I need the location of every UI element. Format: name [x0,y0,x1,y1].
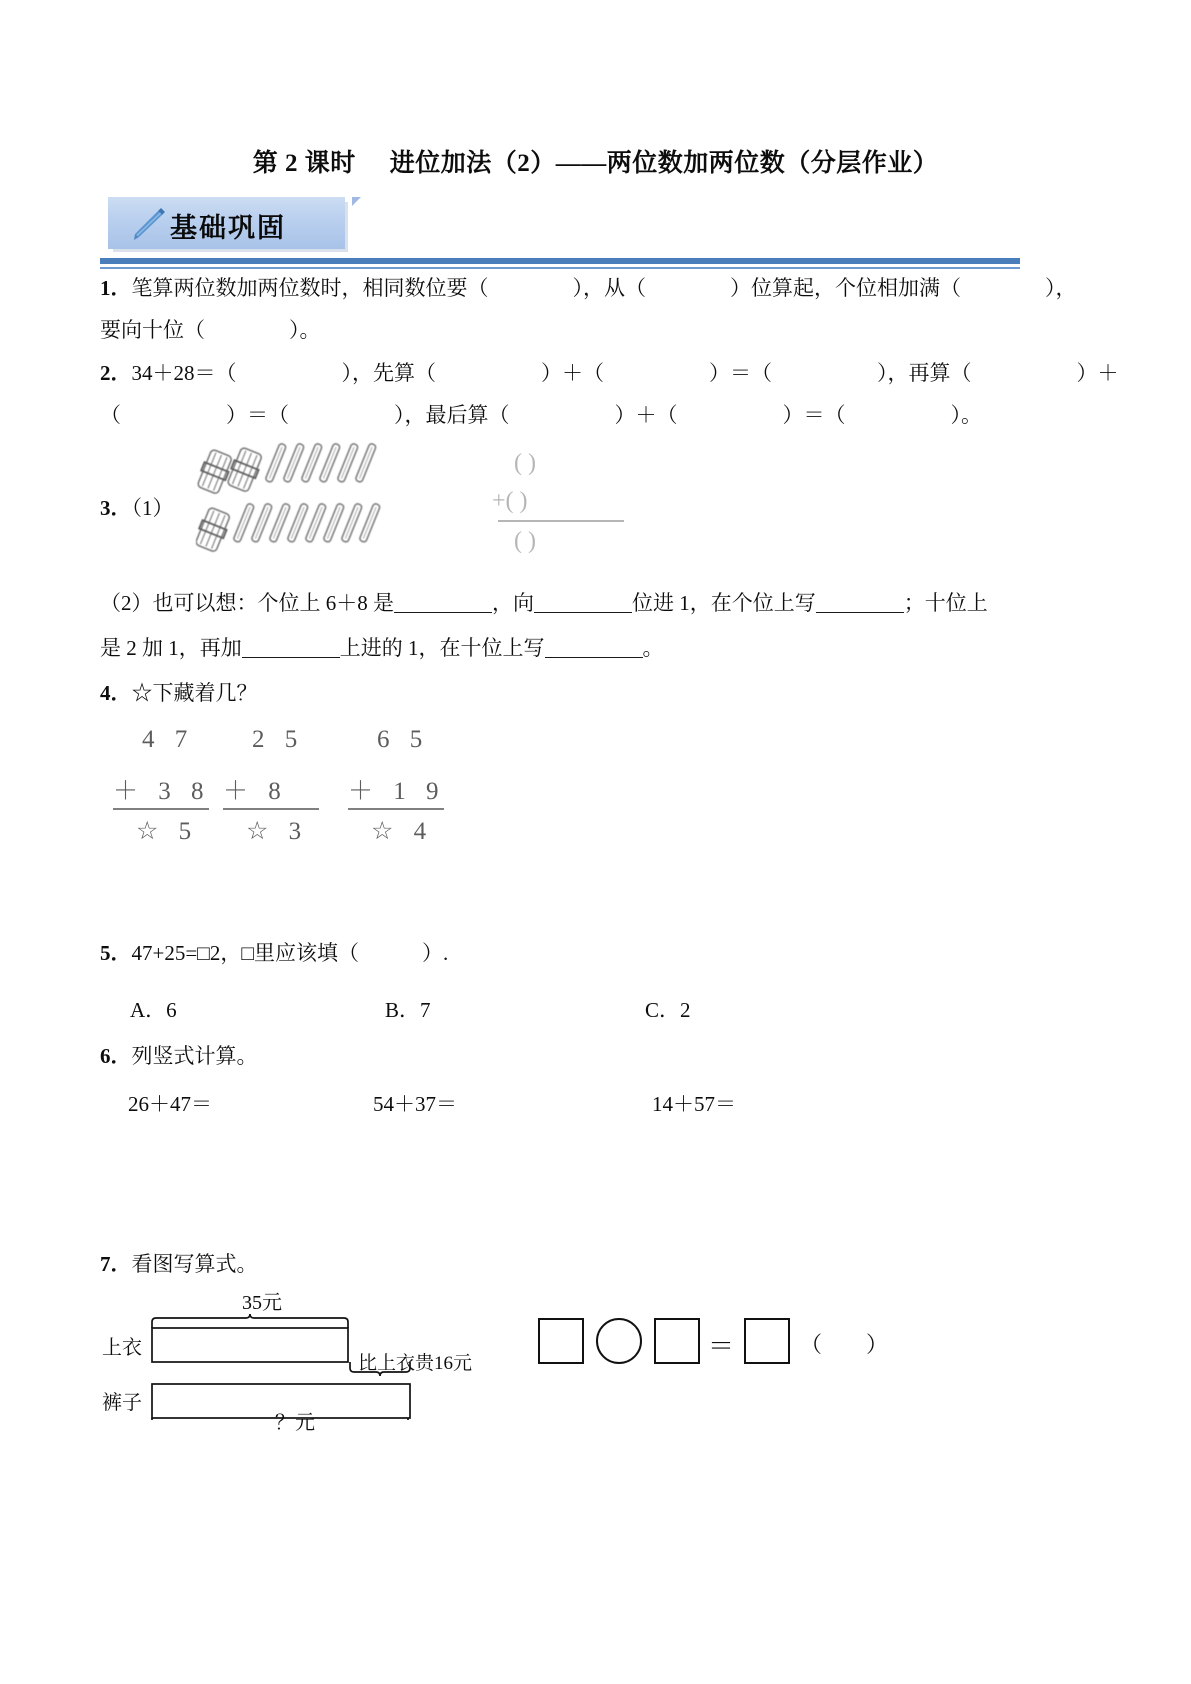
question-5-option-a[interactable]: A．6 [130,998,177,1022]
question-7-text: 看图写算式。 [131,1252,258,1276]
section-banner [108,197,353,249]
vform-row-1: ( ) [514,450,536,476]
question-3-label [100,498,174,519]
diagram-bottom-value: ？元 [275,1412,315,1434]
question-2-line-1 [100,363,1119,384]
q4-col2-rule [223,808,319,810]
diagram-top-value: 35元 [242,1292,282,1314]
q3-blank-1[interactable] [394,592,492,613]
question-1-text-1: 笔算两位数加两位数时，相同数位要（ ），从（ ）位算起，个位相加满（ ）， [131,276,1077,300]
question-5-option-c[interactable]: C．2 [645,998,691,1022]
answer-box-1[interactable] [538,1318,584,1364]
question-5-number: 5． [100,941,132,965]
q4-col3-result[interactable]: ☆ 4 [371,818,434,845]
q3-p2-l2c: 。 [642,636,664,660]
section-divider-thick [100,258,1020,264]
question-4-prompt [100,683,258,704]
q4-col1-addend1: 4 7 [142,726,195,753]
question-3-vertical-form [492,444,624,562]
question-3-part2-line-2 [100,637,664,659]
question-6-item-1: 26＋47＝ [128,1092,212,1116]
answer-equals-sign: ＝ [708,1332,735,1361]
question-4-text: ☆下藏着几？ [131,681,258,705]
answer-unit-paren[interactable]: （ ） [800,1332,889,1357]
question-2-text-1: 34＋28＝（ ），先算（ ）＋（ ）＝（ ），再算（ ）＋ [131,361,1119,385]
question-6-number: 6． [100,1044,132,1068]
q4-col2-addend1: 2 5 [252,726,305,753]
answer-box-3[interactable] [744,1318,790,1364]
lesson-number: 第 2 课时 [252,150,356,177]
pencil-icon [128,207,168,241]
q3-p2-b: ，向 [492,591,534,615]
question-3-part2-line-1 [100,592,988,614]
question-7-prompt [100,1254,258,1275]
question-4-number: 4． [100,681,132,705]
question-1-line-1 [100,278,1077,299]
question-5-option-b[interactable]: B．7 [385,998,431,1022]
diagram-row2-label: 裤子 [102,1392,142,1414]
diagram-row1-label: 上衣 [102,1337,142,1359]
answer-box-2[interactable] [654,1318,700,1364]
vform-rule [498,520,624,522]
question-2-line-2: （ ）＝（ ），最后算（ ）＋（ ）＝（ ）。 [100,403,982,427]
q4-col3-addend2: ＋ 1 9 [348,778,446,805]
page-title [0,143,1191,179]
vform-row-3: ( ) [514,528,536,554]
question-7-bar-diagram [100,1288,920,1434]
question-3-part1-label: （1） [131,496,174,520]
question-6-prompt [100,1046,258,1067]
question-1-number: 1． [100,276,132,300]
question-6-item-3: 14＋57＝ [652,1092,736,1116]
question-1-line-2: 要向十位（ ）。 [100,318,321,342]
q3-blank-4[interactable] [242,637,340,658]
q3-blank-2[interactable] [534,592,632,613]
question-6-text: 列竖式计算。 [131,1044,258,1068]
diagram-compare-label: 比上衣贵16元 [358,1353,473,1374]
q4-col1-rule [113,808,209,810]
q4-col1-addend2: ＋ 3 8 [113,778,211,805]
q4-col2-result[interactable]: ☆ 3 [246,818,309,845]
bundled-sticks-illustration [196,441,444,563]
question-3-number: 3． [100,496,132,520]
q3-blank-5[interactable] [545,637,643,658]
banner-fold-corner [352,197,361,206]
question-6-item-2: 54＋37＝ [373,1092,457,1116]
question-5-text: 47+25=□2，□里应该填（ ）. [131,941,449,965]
vform-row-2: +( ) [492,488,528,514]
answer-operator-circle[interactable] [596,1318,642,1364]
section-divider-thin [100,267,1020,269]
q3-blank-3[interactable] [816,592,904,613]
section-label: 基础巩固 [170,213,286,243]
question-7-number: 7． [100,1252,132,1276]
q4-col1-result[interactable]: ☆ 5 [136,818,199,845]
lesson-name: 进位加法（2）——两位数加两位数（分层作业） [389,150,939,177]
q3-p2-l2a: 是 2 加 1，再加 [100,636,242,660]
question-2-number: 2． [100,361,132,385]
q3-p2-c: 位进 1，在个位上写 [632,591,816,615]
q3-p2-l2b: 上进的 1，在十位上写 [339,636,545,660]
diagram-bars [150,1310,570,1420]
q4-col3-addend1: 6 5 [377,726,430,753]
q3-p2-d: ；十位上 [903,591,988,615]
q3-p2-a: （2）也可以想：个位上 6＋8 是 [100,591,394,615]
question-5-prompt [100,943,448,964]
q4-col2-addend2: ＋ 8 [223,778,288,805]
q4-col3-rule [348,808,444,810]
